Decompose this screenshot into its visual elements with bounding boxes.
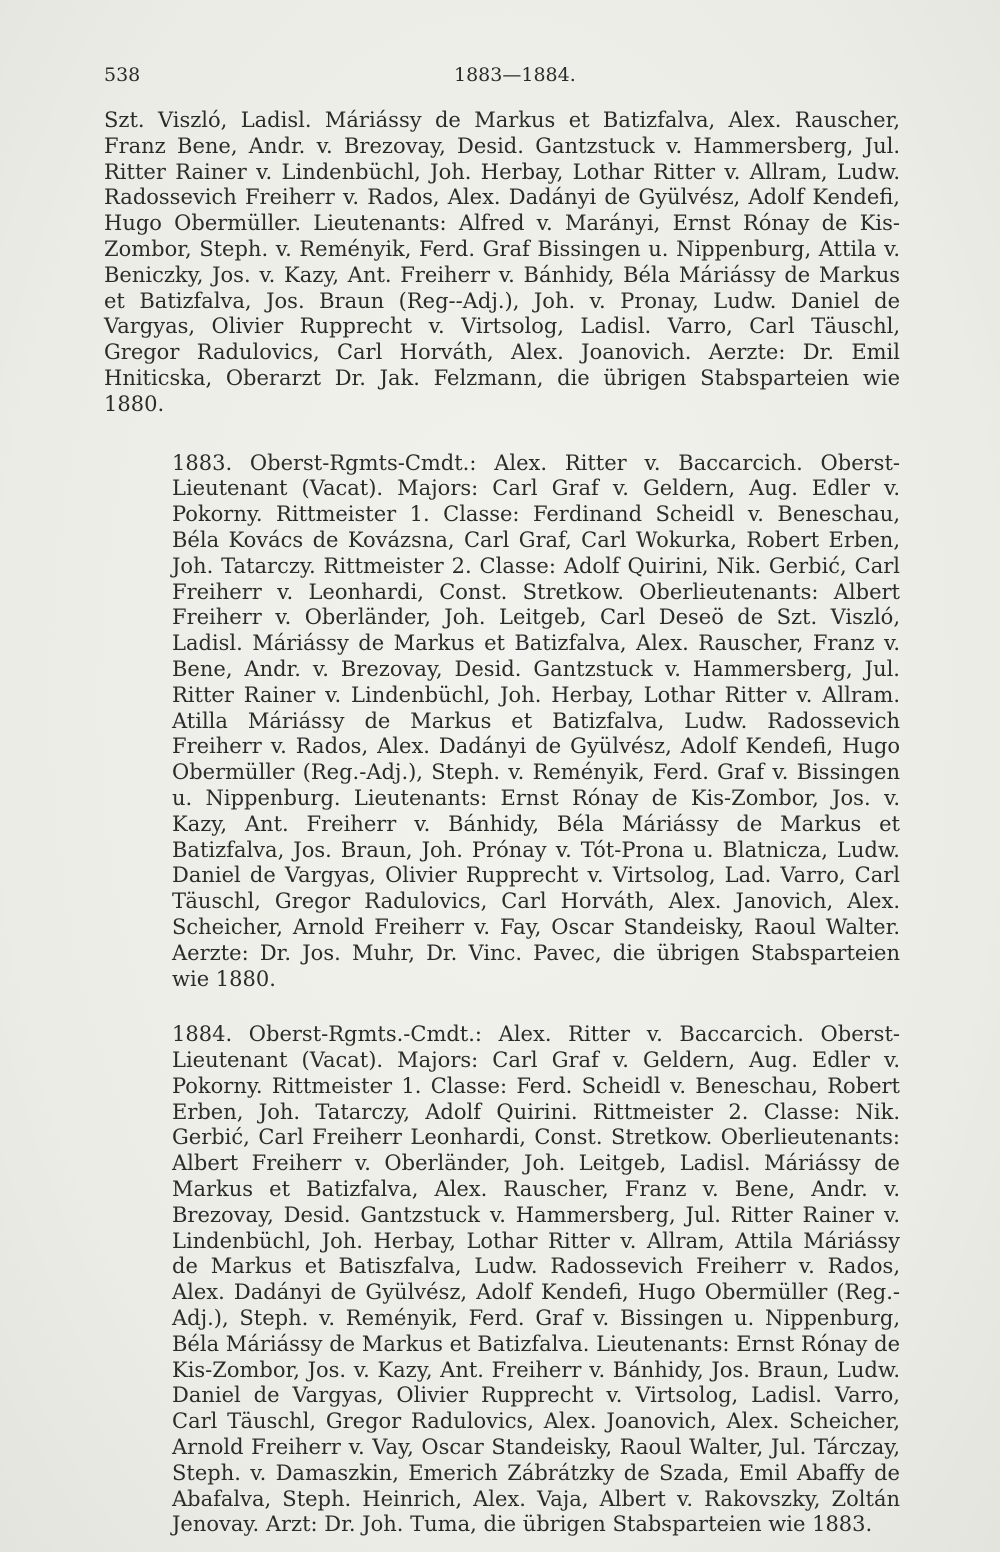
paragraph-1884 — [104, 1022, 900, 1538]
paragraph-continued — [104, 108, 900, 418]
running-head: 1883—1884. — [454, 64, 576, 86]
paragraph-text: Oberst-Rgmts-Cmdt.: Alex. Ritter v. Baccarcich. Oberst-Lieutenant (Vacat). Majors: Carl Graf v. Geldern, Aug. Edler v. Pokorny. Rittmeister 1. Classe: Ferdinand Scheidl v. Beneschau, Béla Kovács de Kovázsna, Carl Graf, Carl Wokurka, Robert Erben, Joh. Tatarczy. Rittmeister 2. Classe: Adolf Quirini, Nik. Gerbić, Carl Freiherr v. Leonhardi, Const. Stretkow. Oberlieutenants: Albert Freiherr v. Oberländer, Joh. Leitgeb, Carl Deseö de Szt. Viszló, Ladisl. Máriássy de Markus et Batizfalva, Alex. Rauscher, Franz v. Bene, Andr. v. Brezovay, Desid. Gantzstuck v. Hammersberg, Jul. Ritter Rainer v. Lindenbüchl, Joh. Herbay, Lothar Ritter v. Allram. Atilla Máriássy de Markus et Batizfalva, Ludw. Radossevich Freiherr v. Rados, Alex. Dadányi de Gyülvész, Adolf Kendefi, Hugo Obermüller (Reg.-Adj.), Steph. v. Reményik, Ferd. Graf v. Bissingen u. Nippenburg. Lieutenants: Ernst Rónay de Kis-Zombor, Jos. v. Kazy, Ant. Freiherr v. Bánhidy, Béla Máriássy de Markus et Batizfalva, Jos. Braun, Joh. Prónay v. Tót-Prona u. Blatnicza, Ludw. Daniel de Vargyas, Olivier Rupprecht v. Virtsolog, Lad. Varro, Carl Täuschl, Gregor Radulovics, Carl Horváth, Alex. Janovich, Alex. Scheicher, Arnold Freiherr v. Fay, Oscar Standeisky, Raoul Walter. Aerzte: Dr. Jos. Muhr, Dr. Vinc. Pavec, die übrigen Stabsparteien wie 1880. — [172, 450, 900, 991]
page-number: 538 — [104, 64, 141, 86]
year-label: 1884. — [172, 1022, 233, 1047]
page-header — [104, 64, 900, 92]
body-text — [104, 108, 900, 1538]
year-label: 1883. — [172, 450, 233, 475]
paragraph-text: Oberst-Rgmts.-Cmdt.: Alex. Ritter v. Baccarcich. Oberst-Lieutenant (Vacat). Majors: Carl Graf v. Geldern, Aug. Edler v. Pokorny. Rittmeister 1. Classe: Ferd. Scheidl v. Beneschau, Robert Erben, Joh. Tatarczy, Adolf Quirini. Rittmeister 2. Classe: Nik. Gerbić, Carl Freiherr Leonhardi, Const. Stretkow. Oberlieutenants: Albert Freiherr v. Oberländer, Joh. Leitgeb, Ladisl. Máriássy de Markus et Batizfalva, Alex. Rauscher, Franz v. Bene, Andr. v. Brezovay, Desid. Gantzstuck v. Hammersberg, Jul. Ritter Rainer v. Lindenbüchl, Joh. Herbay, Lothar Ritter v. Allram, Attila Máriássy de Markus et Batiszfalva, Ludw. Radossevich Freiherr v. Rados, Alex. Dadányi de Gyülvész, Adolf Kendefi, Hugo Obermüller (Reg.-Adj.), Steph. v. Reményik, Ferd. Graf v. Bissingen u. Nippenburg, Béla Máriássy de Markus et Batizfalva. Lieutenants: Ernst Rónay de Kis-Zombor, Jos. v. Kazy, Ant. Freiherr v. Bánhidy, Jos. Braun, Ludw. Daniel de Vargyas, Olivier Rupprecht v. Virtsolog, Ladisl. Varro, Carl Täuschl, Gregor Radulovics, Alex. Joanovich, Alex. Scheicher, Arnold Freiherr v. Vay, Oscar Standeisky, Raoul Walter, Jul. Tárczay, Steph. v. Damaszkin, Emerich Zábrátzky de Szada, Emil Abaffy de Abafalva, Steph. Heinrich, Alex. Vaja, Albert v. Rakovszky, Zoltán Jenovay. Arzt: Dr. Joh. Tuma, die übrigen Stabsparteien wie 1883. — [172, 1022, 900, 1537]
paragraph-text: Szt. Viszló, Ladisl. Máriássy de Markus et Batizfalva, Alex. Rauscher, Franz Bene, Andr. v. Brezovay, Desid. Gantzstuck v. Hammersberg, Jul. Ritter Rainer v. Lindenbüchl, Joh. Herbay, Lothar Ritter v. Allram, Ludw. Radossevich Freiherr v. Rados, Alex. Dadányi de Gyülvész, Adolf Kendefi, Hugo Obermüller. Lieutenants: Alfred v. Marányi, Ernst Rónay de Kis-Zombor, Steph. v. Reményik, Ferd. Graf Bissingen u. Nippenburg, Attila v. Beniczky, Jos. v. Kazy, Ant. Freiherr v. Bánhidy, Béla Máriássy de Markus et Batizfalva, Jos. Braun (Reg--Adj.), Joh. v. Pronay, Ludw. Daniel de Vargyas, Olivier Rupprecht v. Virtsolog, Ladisl. Varro, Carl Täuschl, Gregor Radulovics, Carl Horváth, Alex. Joanovich. Aerzte: Dr. Emil Hniticska, Oberarzt Dr. Jak. Felzmann, die übrigen Stabsparteien wie 1880. — [104, 108, 900, 416]
paragraph-1883 — [104, 451, 900, 993]
